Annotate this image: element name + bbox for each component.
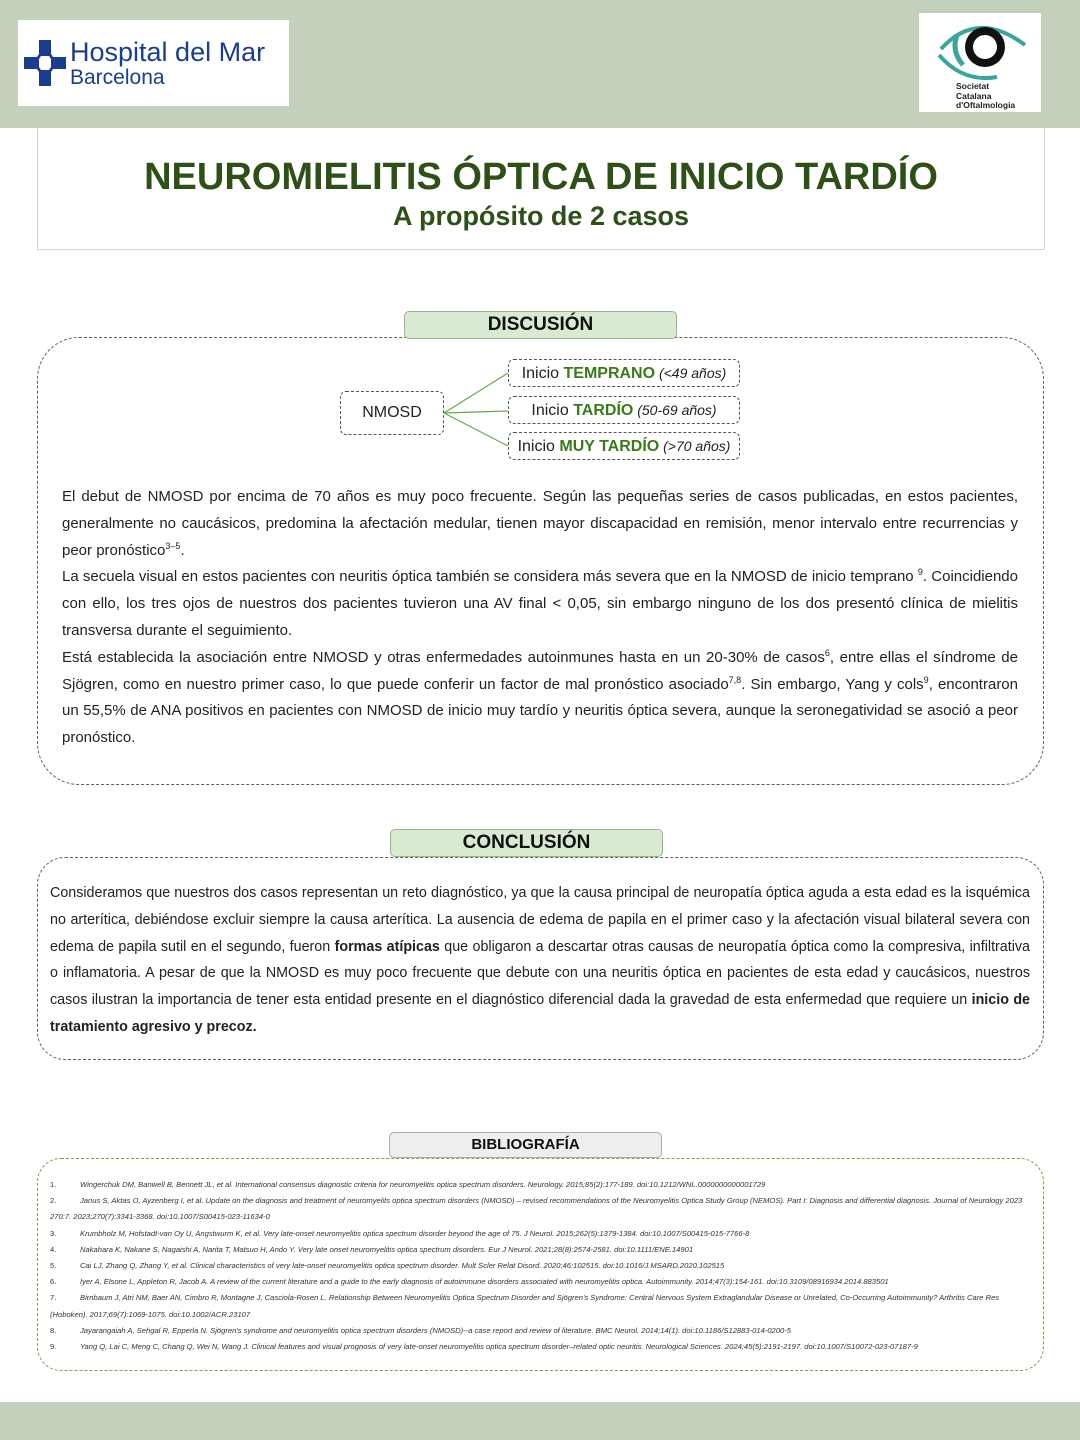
footer-band — [0, 1402, 1080, 1440]
discussion-paragraph-1: El debut de NMOSD por encima de 70 años es muy poco frecuente. Según las pequeñas series de casos publicadas, en estos pacientes, generalmente no caucásicos, predomina la afectación medular, tienen mayor discapacidad en remisión, menor intervalo entre recurrencias y peor pronóstico$^{3-5}$. — [62, 488, 1018, 559]
reference-item: 8. Jayarangaiah A, Sehgal R, Epperla N. Sjögren's syndrome and neuromyelitis optica spectrum disorders (NMOSD)--a case report and review of literature. BMC Neurol. 2014;14(1). doi:10.1186/S12883-014-0200-5 — [50, 1325, 791, 1335]
poster-title: NEUROMIELITIS ÓPTICA DE INICIO TARDÍO — [144, 156, 938, 198]
diagram-branch-late: Inicio TARDÍO (50-69 años) — [508, 396, 740, 424]
reference-item: 3. Krumbholz M, Hofstadt-van Oy U, Angstwurm K, et al. Very late-onset neuromyelitis optica spectrum disorder beyond the age of 75. J Neurol. 2015;262(5):1379-1384. doi:10.1007/S00415-015-7766-8 — [50, 1228, 750, 1238]
title-box — [37, 128, 1045, 250]
discussion-paragraph-3: Está establecida la asociación entre NMOSD y otras enfermedades autoinmunes hasta en un 20-30% de casos$^6$, entre ellas el síndrome de Sjögren, como en nuestro primer caso, lo que puede conferir un factor de mal pronóstico asociado$^{7,8}$. Sin embargo, Yang y cols$^9$, encontraron un 55,5% de ANA positivos en pacientes con NMOSD de inicio muy tardío y neuritis óptica severa, aunque la seronegatividad se asoció a peor pronóstico. — [62, 647, 1018, 747]
diagram-branch-early: Inicio TEMPRANO (<49 años) — [508, 359, 740, 387]
diagram-branch-very-late: Inicio MUY TARDÍO (>70 años) — [508, 432, 740, 460]
hospital-cross-icon — [24, 40, 66, 86]
reference-item: 2. Jarius S, Aktas O, Ayzenberg I, et al. Update on the diagnosis and treatment of neuromyelits optica spectrum disorders (NMOSD) – revised recommendations of the Neuromyelitis Optica Study Group (NEMOS). Part I: Diagnosis and differential diagnosis. Journal of Neurology 2023 270:7. 2023;270(7):3341-3368. doi:10.1007/S00415-023-11634-0 — [50, 1196, 1023, 1222]
reference-item: 5. Cai LJ, Zhang Q, Zhang Y, et al. Clinical characteristics of very late-onset neuromyelitis optica spectrum disorder. Mult Scler Relat Disord. 2020;46:102515. doi:10.1016/J.MSARD.2020.102515 — [50, 1261, 725, 1271]
reference-item: 6. Iyer A, Elsone L, Appleton R, Jacob A. A review of the current literature and a guide to the early diagnosis of autoimmune disorders associated with neuromyelitis optica. Autoimmunity. 2014;47(3):154-161. doi:10.3109/08916934.2014.883501 — [50, 1277, 889, 1287]
diagram-root-nmosd: NMOSD — [340, 391, 444, 435]
bibliography-heading: BIBLIOGRAFÍA — [389, 1132, 662, 1158]
bibliography-list — [50, 1177, 1025, 1355]
reference-item: 1. Wingerchuk DM, Banwell B, Bennett JL, et al. International consensus diagnostic criteria for neuromyelitis optica spectrum disorders. Neurology. 2015;85(2):177-189. doi:10.1212/WNL.0000000000001729 — [50, 1180, 766, 1189]
conclusion-text: Consideramos que nuestros dos casos representan un reto diagnóstico, ya que la causa principal de neuropatía óptica aguda a esta edad es la isquémica no arterítica, debiéndose excluir siempre la causa arterítica. La ausencia de edema de papila en el primer caso y la afectación visual bilateral severa con edema de papila sutil en el segundo, fueron formas atípicas que obligaron a descartar otras causas de neuropatía óptica como la compresiva, infiltrativa o inflamatoria. A pesar de que la NMOSD es muy poco frecuente que debute con una neuritis óptica en pacientes de esta edad y caucásicos, nuestros casos ilustran la importancia de tener esta entidad presente en el diagnóstico diferencial dada la gravedad de esta enfermedad que requiere un inicio de tratamiento agresivo y precoz. — [50, 885, 1031, 1035]
poster-subtitle: A propósito de 2 casos — [392, 201, 690, 231]
discussion-text — [62, 484, 1018, 752]
hospital-logo — [18, 20, 289, 106]
reference-item: 7. Birnbaum J, Atri NM, Baer AN, Cimbro R, Montagne J, Casciola-Rosen L. Relationship Between Neuromyelitis Optica Spectrum Disorder and Sjögren's Syndrome: Central Nervous System Extraglandular Disease or Unrelated, Co-Occurring Autoimmunity? Arthritis Care Res (Hoboken). 2017;69(7):1069-1075. doi:10.1002/ACR.23107 — [50, 1293, 1000, 1319]
reference-item: 4. Nakahara K, Nakane S, Nagaishi A, Narita T, Matsuo H, Ando Y. Very late onset neuromyelitis optica spectrum disorders. Eur J Neurol. 2021;28(8):2574-2581. doi:10.1111/ENE.14901 — [50, 1244, 694, 1254]
eye-logo-icon — [933, 15, 1029, 83]
reference-item: 9. Yang Q, Lai C, Meng C, Chang Q, Wei N, Wang J. Clinical features and visual prognosis of very late-onset neuromyelitis optica spectrum disorder–related optic neuritis. Neurological Sciences. 2024;45(5):2191-2197. doi:10.1007/S10072-023-07187-9 — [50, 1342, 918, 1352]
hospital-city: Barcelona — [70, 66, 165, 89]
discussion-heading: DISCUSIÓN — [404, 311, 677, 339]
hospital-name: Hospital del Mar — [70, 37, 266, 67]
conclusion-heading: CONCLUSIÓN — [390, 829, 663, 857]
society-name: Societat Catalana d'Oftalmologia — [956, 81, 1016, 110]
society-logo — [919, 13, 1041, 112]
discussion-paragraph-2: La secuela visual en estos pacientes con neuritis óptica también se considera más severa que en la NMOSD de inicio temprano $^9$. Coincidiendo con ello, los tres ojos de nuestros dos pacientes tuvieron una AV final < 0,05, sin embargo ninguno de los dos presentó clínica de mielitis transversa durante el seguimiento. — [62, 567, 1018, 639]
